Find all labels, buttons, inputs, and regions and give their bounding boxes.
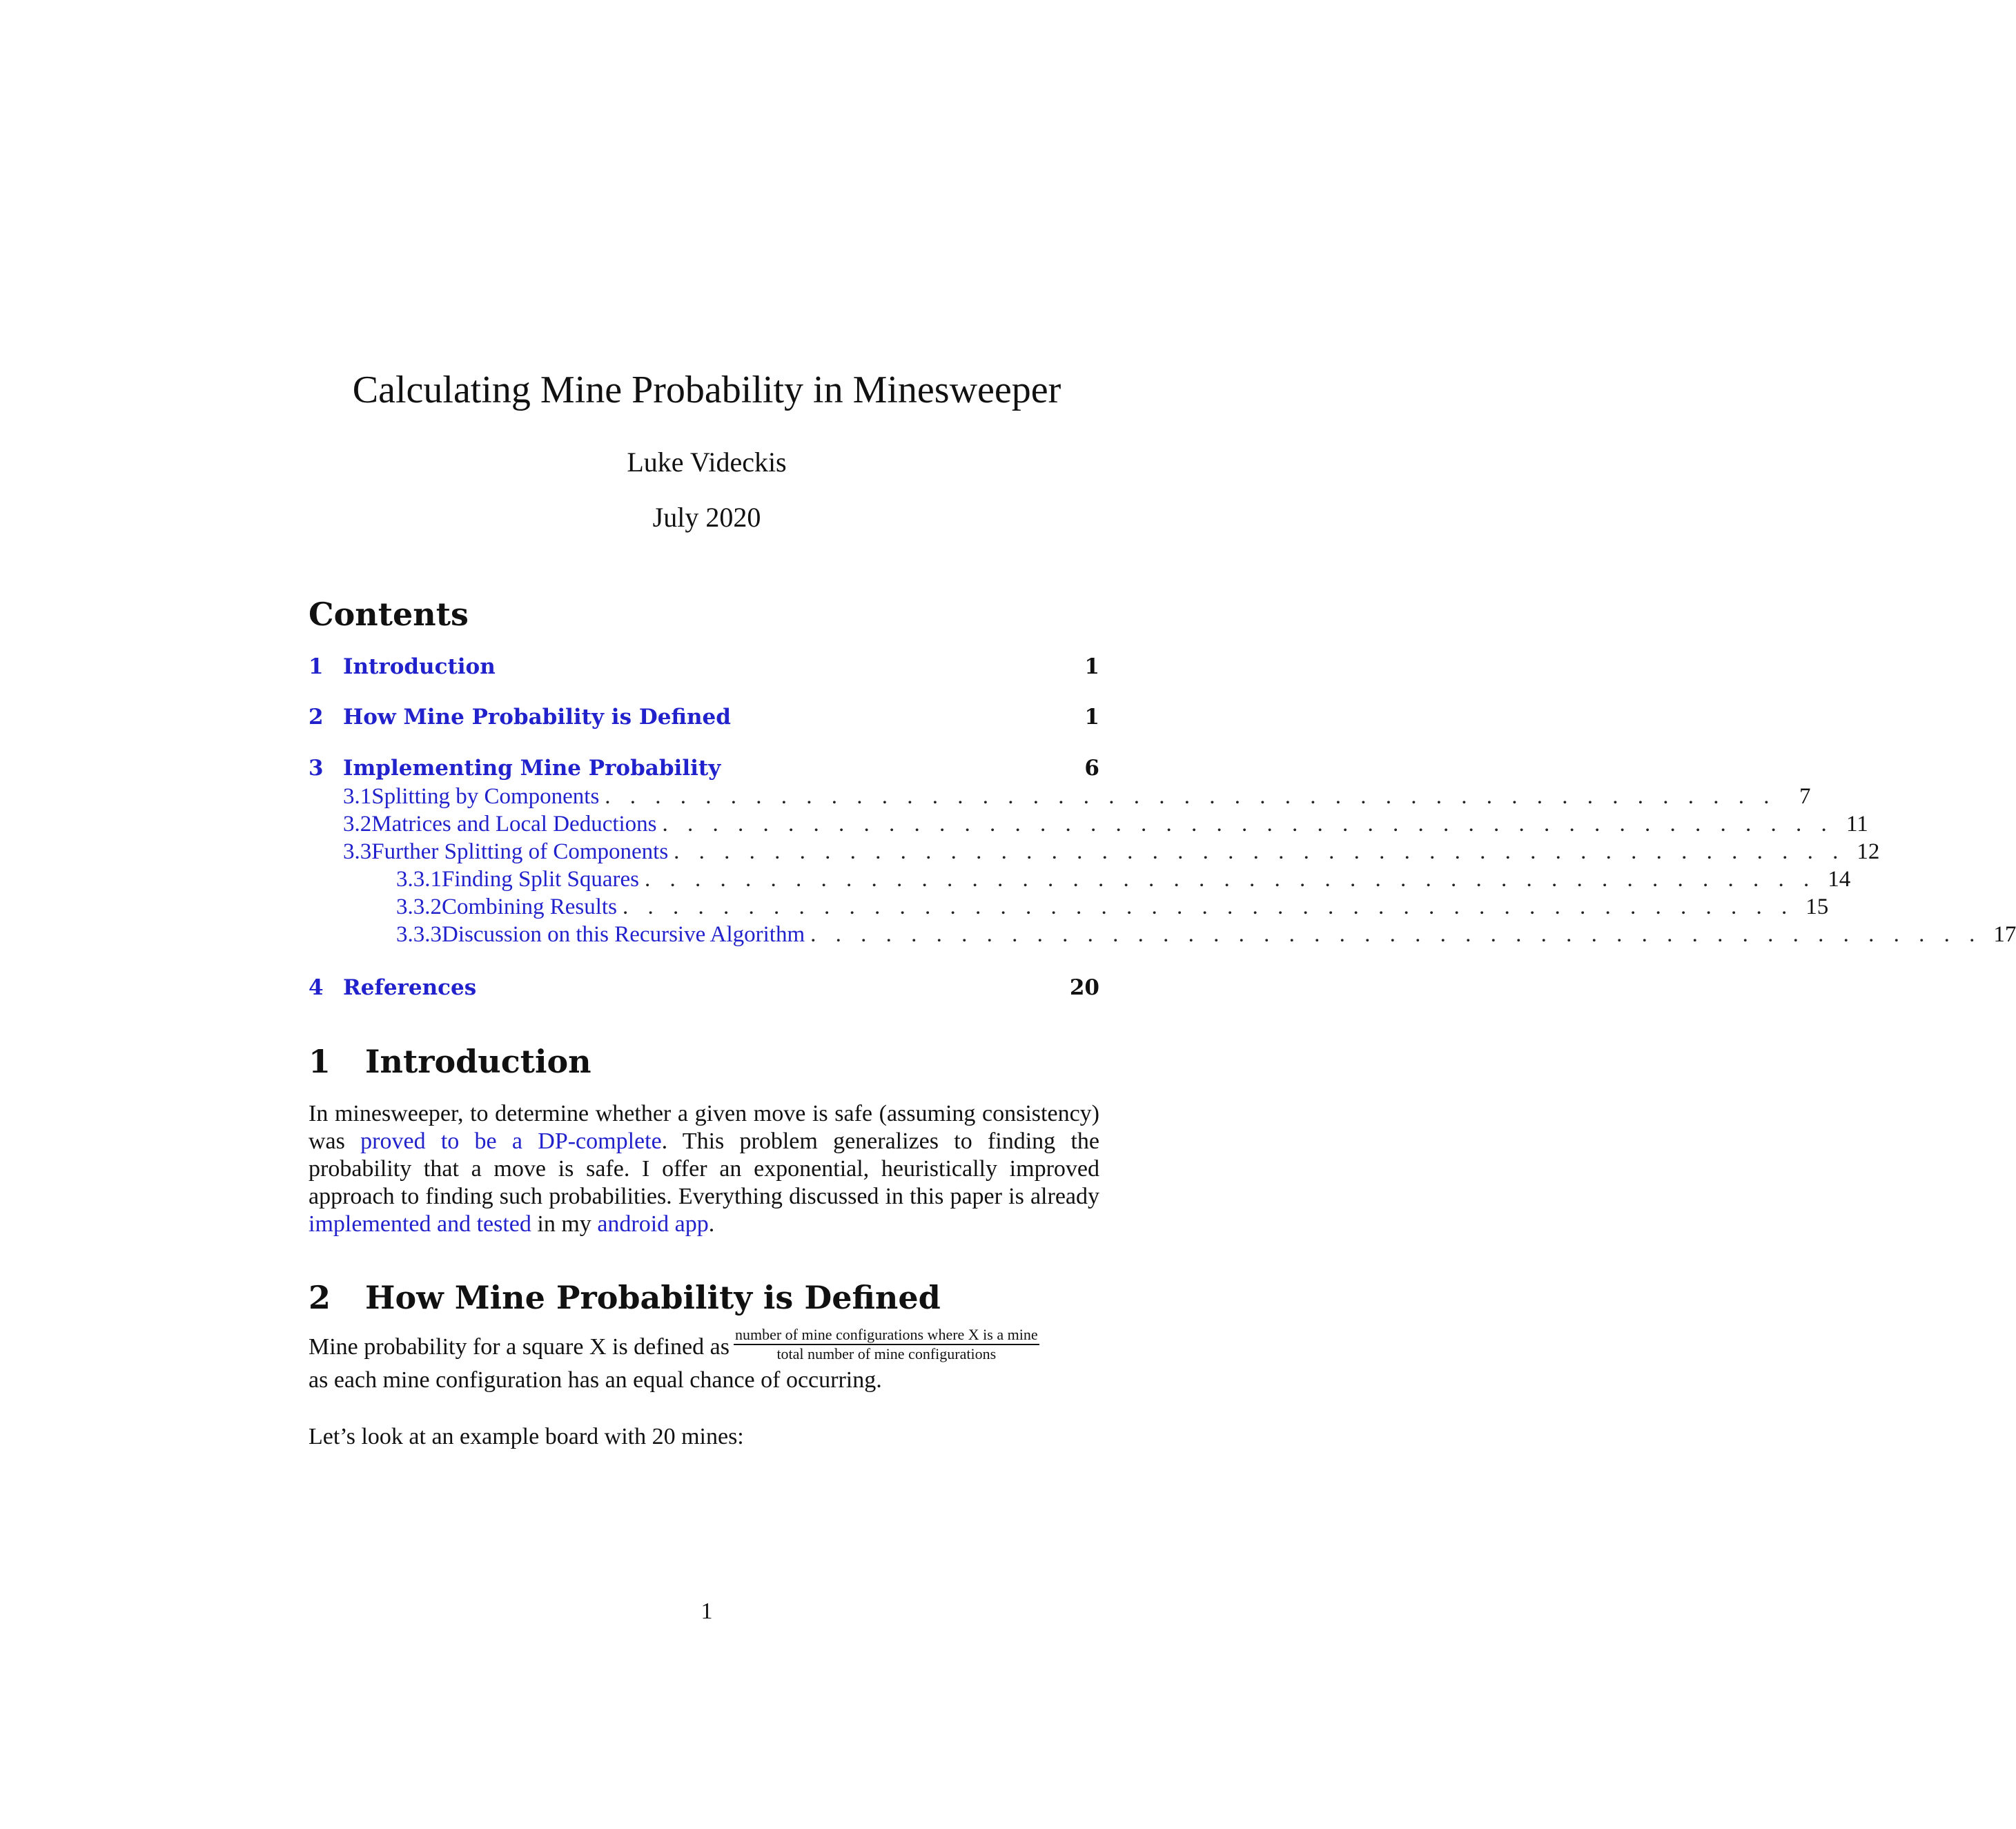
android-app-link[interactable]: android app xyxy=(597,1211,709,1237)
toc-entry-page: 17 xyxy=(1993,922,2016,947)
toc-entry-title[interactable]: Implementing Mine Probability xyxy=(343,756,721,781)
toc-entry-page: 1 xyxy=(1084,705,1099,730)
toc-entry-title[interactable]: How Mine Probability is Defined xyxy=(343,705,731,730)
dp-complete-link[interactable]: proved to be a DP-complete xyxy=(360,1128,662,1154)
toc-entry-title[interactable]: Discussion on this Recursive Algorithm xyxy=(442,922,805,947)
intro-text-a: In minesweeper, to determine whether a given move is safe (assuming consistency) was xyxy=(309,1101,1099,1154)
toc-entry-page: 7 xyxy=(1799,784,1811,809)
toc-entry-title[interactable]: Introduction xyxy=(343,654,496,679)
toc-entry-page: 15 xyxy=(1805,894,1829,919)
toc-entry-leader: . . . . . . . . . . . . . . . . . . . . . . . . . . . . . . . . . . . . . . . . . . . . . . . xyxy=(810,922,1982,947)
section-heading-how-mine-probability-is-defined xyxy=(309,1277,941,1318)
toc-entry-title[interactable]: Finding Split Squares xyxy=(442,867,640,892)
toc-entry-splitting-by-components[interactable] xyxy=(343,783,1811,810)
probability-fraction xyxy=(734,1327,1039,1362)
toc-entry-finding-split-squares[interactable] xyxy=(396,865,1851,893)
section-number: 2 xyxy=(309,1279,331,1316)
toc-entry-title[interactable]: References xyxy=(343,975,477,1000)
toc-entry-number: 3.3 xyxy=(343,839,372,864)
toc-entry-leader: . . . . . . . . . . . . . . . . . . . . . . . . . . . . . . . . . . . . . . . . . . . . . . . xyxy=(622,894,1794,919)
toc-entry-implementing-mine-probability[interactable] xyxy=(309,754,1099,783)
toc-entry-number: 3.3.2 xyxy=(396,894,442,919)
toc-entry-how-mine-probability-is-defined[interactable] xyxy=(309,703,1099,732)
toc-entry-page: 14 xyxy=(1828,867,1851,892)
toc-entry-number: 3 xyxy=(309,756,324,781)
toc-entry-title[interactable]: Combining Results xyxy=(442,894,617,919)
toc-entry-number: 2 xyxy=(309,705,324,730)
toc-entry-leader: . . . . . . . . . . . . . . . . . . . . . . . . . . . . . . . . . . . . . . . . . . . . . . . xyxy=(645,867,1817,892)
toc-entry-further-splitting-of-components[interactable] xyxy=(343,838,1880,865)
toc-entry-introduction[interactable] xyxy=(309,652,1099,681)
toc-entry-references[interactable] xyxy=(309,973,1099,1002)
paper-title: Calculating Mine Probability in Minesweeper xyxy=(352,369,1061,411)
fraction-numerator: number of mine configurations where X is a mine xyxy=(734,1327,1039,1345)
toc-heading: Contents xyxy=(309,596,469,633)
definition-text-a: Mine probability for a square X is defined as xyxy=(309,1333,730,1360)
toc-entry-leader: . . . . . . . . . . . . . . . . . . . . . . . . . . . . . . . . . . . . . . . . . . . . . . . xyxy=(662,812,1834,837)
implemented-and-tested-link[interactable]: implemented and tested xyxy=(309,1211,531,1237)
section-heading-introduction xyxy=(309,1041,591,1082)
toc-entry-number: 4 xyxy=(309,975,324,1000)
intro-text-b: . This problem generalizes to finding the probability that a move is safe. I offer an exponential, heuristically improved approach to finding such probabilities. Everything discussed in this paper is already xyxy=(309,1128,1099,1209)
toc-entry-leader: . . . . . . . . . . . . . . . . . . . . . . . . . . . . . . . . . . . . . . . . . . . . . . . xyxy=(674,839,1846,864)
toc-entry-title[interactable]: Matrices and Local Deductions xyxy=(371,812,657,837)
toc-entry-page: 12 xyxy=(1857,839,1880,864)
toc-entry-matrices-and-local-deductions[interactable] xyxy=(343,810,1868,838)
definition-text-b: as each mine configuration has an equal chance of occurring. xyxy=(309,1367,882,1393)
paper-date: July 2020 xyxy=(652,502,761,533)
fraction-denominator: total number of mine configurations xyxy=(776,1345,997,1362)
introduction-paragraph xyxy=(309,1100,1099,1238)
toc-entry-combining-results[interactable] xyxy=(396,893,1829,921)
toc-entry-leader: . . . . . . . . . . . . . . . . . . . . . . . . . . . . . . . . . . . . . . . . . . . . . . . xyxy=(605,784,1777,809)
toc-entry-discussion-on-this-recursive-algorithm[interactable] xyxy=(396,921,2016,948)
section-number: 1 xyxy=(309,1043,331,1080)
intro-text-d: . xyxy=(708,1211,715,1237)
toc-entry-number: 3.2 xyxy=(343,812,372,837)
definition-paragraph xyxy=(309,1326,1157,1394)
toc-entry-number: 3.3.3 xyxy=(396,922,442,947)
example-intro-paragraph: Let’s look at an example board with 20 mines: xyxy=(309,1424,744,1449)
toc-entry-title[interactable]: Further Splitting of Components xyxy=(371,839,669,864)
toc-entry-page: 6 xyxy=(1084,756,1099,781)
toc-entry-number: 3.3.1 xyxy=(396,867,442,892)
toc-entry-title[interactable]: Splitting by Components xyxy=(371,784,600,809)
section-title: Introduction xyxy=(365,1043,591,1080)
section-title: How Mine Probability is Defined xyxy=(365,1279,941,1316)
intro-text-c: in my xyxy=(531,1211,598,1237)
page-number: 1 xyxy=(701,1598,713,1624)
paper-author: Luke Videckis xyxy=(627,447,787,478)
toc-entry-page: 11 xyxy=(1846,812,1868,837)
toc-entry-number: 1 xyxy=(309,654,324,679)
toc-entry-page: 1 xyxy=(1084,654,1099,679)
toc-entry-number: 3.1 xyxy=(343,784,372,809)
toc-entry-page: 20 xyxy=(1069,975,1099,1000)
